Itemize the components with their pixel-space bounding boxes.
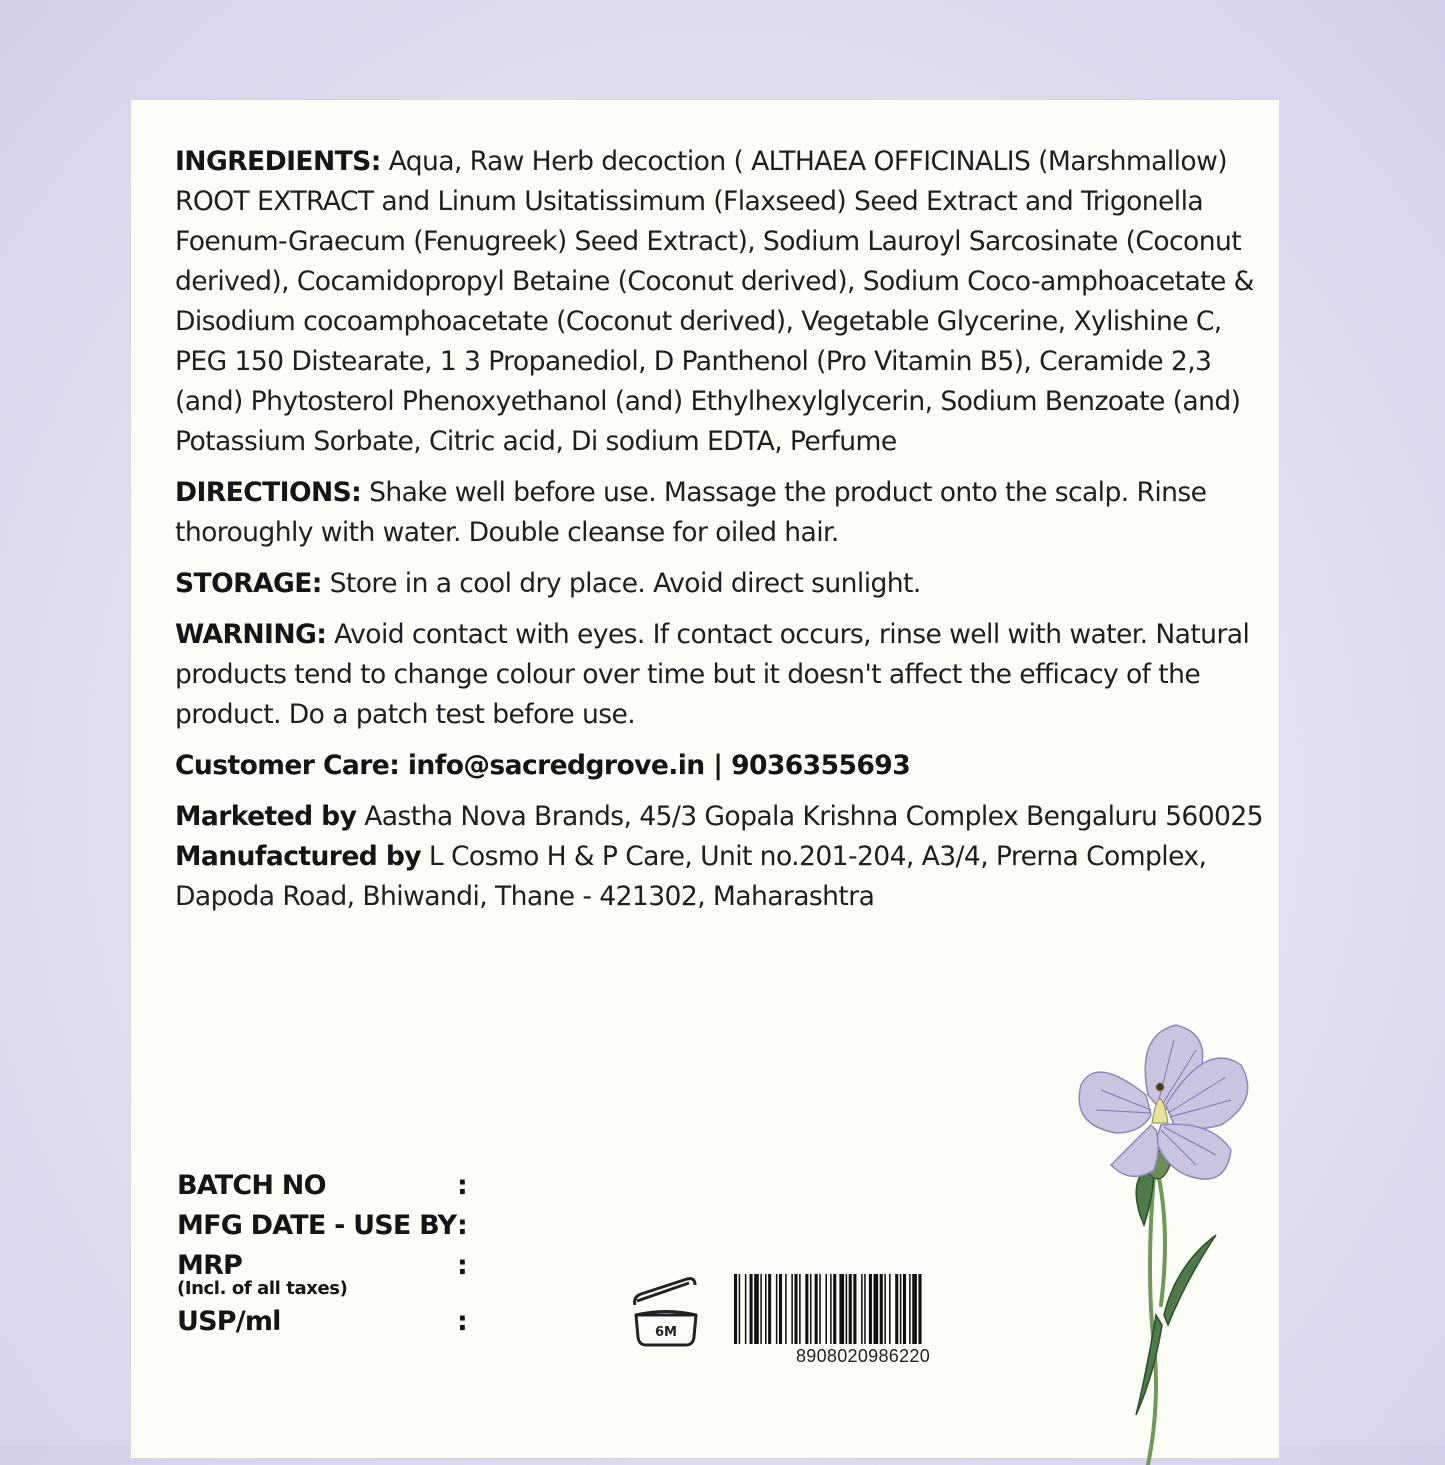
batch-label: BATCH NO	[177, 1170, 326, 1201]
usp-label: USP/ml	[177, 1306, 281, 1337]
marketed-paragraph	[175, 797, 1271, 837]
barcode-bar	[903, 1274, 906, 1344]
barcode-bar	[884, 1274, 886, 1344]
barcode-bar	[880, 1274, 883, 1344]
barcode-bar	[912, 1274, 917, 1344]
mrp-row	[177, 1250, 467, 1290]
ingredients-paragraph	[175, 142, 1271, 462]
customer-care: Customer Care: info@sacredgrove.in | 9036355693	[175, 750, 911, 781]
barcode-bar	[739, 1274, 741, 1344]
barcode-bar	[799, 1274, 801, 1344]
open-jar-icon	[631, 1275, 701, 1349]
barcode-bar	[869, 1274, 872, 1344]
manufactured-text: L Cosmo H & P Care, Unit no.201-204, A3/4, Prerna Complex, Dapoda Road, Bhiwandi, Thane - 421302, Maharashtra	[175, 841, 1207, 912]
mfg-colon: :	[457, 1210, 467, 1241]
barcode-bar	[794, 1274, 797, 1344]
flower-illustration	[1036, 1015, 1286, 1465]
manufactured-paragraph	[175, 837, 1271, 917]
barcode-bar	[849, 1274, 852, 1344]
batch-row	[177, 1170, 467, 1210]
barcode-bar	[785, 1274, 787, 1344]
usp-row	[177, 1306, 467, 1346]
barcode-bar	[779, 1274, 782, 1344]
barcode-bar	[833, 1274, 836, 1344]
barcode-bar	[918, 1274, 921, 1344]
manufactured-heading: Manufactured by	[175, 841, 422, 872]
barcode-bar	[815, 1274, 818, 1344]
storage-text: Store in a cool dry place. Avoid direct sunlight.	[329, 568, 921, 599]
barcode-bar	[874, 1274, 879, 1344]
barcode-number: 8908020986220	[735, 1346, 991, 1367]
barcode-bar	[839, 1274, 844, 1344]
barcode-bar	[768, 1274, 771, 1344]
mrp-colon: :	[457, 1250, 467, 1281]
flower-leaves	[1136, 1165, 1216, 1415]
label-text	[175, 142, 1271, 928]
barcode-bar	[819, 1274, 821, 1344]
product-label	[130, 99, 1280, 1459]
batch-colon: :	[457, 1170, 467, 1201]
barcode-bar	[765, 1274, 767, 1344]
barcode-bar	[760, 1274, 762, 1344]
barcode-bar	[776, 1274, 778, 1344]
barcode-bar	[805, 1274, 808, 1344]
barcode-bar	[861, 1274, 863, 1344]
directions-heading: DIRECTIONS:	[175, 477, 362, 508]
mfg-row	[177, 1210, 467, 1250]
ingredients-heading: INGREDIENTS:	[175, 146, 381, 177]
mrp-note: (Incl. of all taxes)	[177, 1278, 348, 1299]
barcode-bar	[825, 1274, 827, 1344]
barcode-bar	[864, 1274, 866, 1344]
ingredients-text: Aqua, Raw Herb decoction ( ALTHAEA OFFICINALIS (Marshmallow) ROOT EXTRACT and Linum Usitatissimum (Flaxseed) Seed Extract and Trigonella Foenum-Graecum (Fenugreek) Seed Extract), Sodium Lauroyl Sarcosinate (Coconut derived), Cocamidopropyl Betaine (Coconut derived), Sodium Coco-amphoacetate & Disodium cocoamphoacetate (Coconut derived), Vegetable Glycerine, Xylishine C, PEG 150 Distearate, 1 3 Propanediol, D Panthenol (Pro Vitamin B5), Ceramide 2,3 (and) Phytosterol Phenoxyethanol (and) Ethylhexylglycerin, Sodium Benzoate (and) Potassium Sorbate, Citric acid, Di sodium EDTA, Perfume	[175, 146, 1254, 457]
barcode-bar	[745, 1274, 747, 1344]
directions-text: Shake well before use. Massage the product onto the scalp. Rinse thoroughly with water. Double cleanse for oiled hair.	[175, 477, 1207, 548]
storage-heading: STORAGE:	[175, 568, 322, 599]
barcode-bar	[895, 1274, 898, 1344]
barcode-bar	[853, 1274, 856, 1344]
barcode-bar	[810, 1274, 812, 1344]
usp-colon: :	[457, 1306, 467, 1337]
storage-paragraph	[175, 564, 1271, 604]
marketed-heading: Marketed by	[175, 801, 357, 832]
barcode-bar	[846, 1274, 848, 1344]
barcode-bar	[791, 1274, 793, 1344]
barcode-bar	[734, 1274, 737, 1344]
warning-paragraph	[175, 615, 1271, 735]
barcode-bar	[900, 1274, 902, 1344]
pao-label: 6M	[655, 1325, 677, 1340]
barcode-bar	[750, 1274, 753, 1344]
barcode-bar	[830, 1274, 832, 1344]
mfg-label: MFG DATE - USE BY	[177, 1210, 457, 1241]
barcode-bar	[889, 1274, 891, 1344]
warning-heading: WARNING:	[175, 619, 327, 650]
mrp-label: MRP	[177, 1250, 243, 1281]
batch-fields	[177, 1170, 467, 1346]
marketed-text: Aastha Nova Brands, 45/3 Gopala Krishna Complex Bengaluru 560025	[364, 801, 1264, 832]
directions-paragraph	[175, 473, 1271, 553]
barcode-bar	[909, 1274, 911, 1344]
warning-text: Avoid contact with eyes. If contact occurs, rinse well with water. Natural products tend to change colour over time but it doesn't affect the efficacy of the product. Do a patch test before use.	[175, 619, 1250, 730]
barcode-bar	[754, 1274, 759, 1344]
